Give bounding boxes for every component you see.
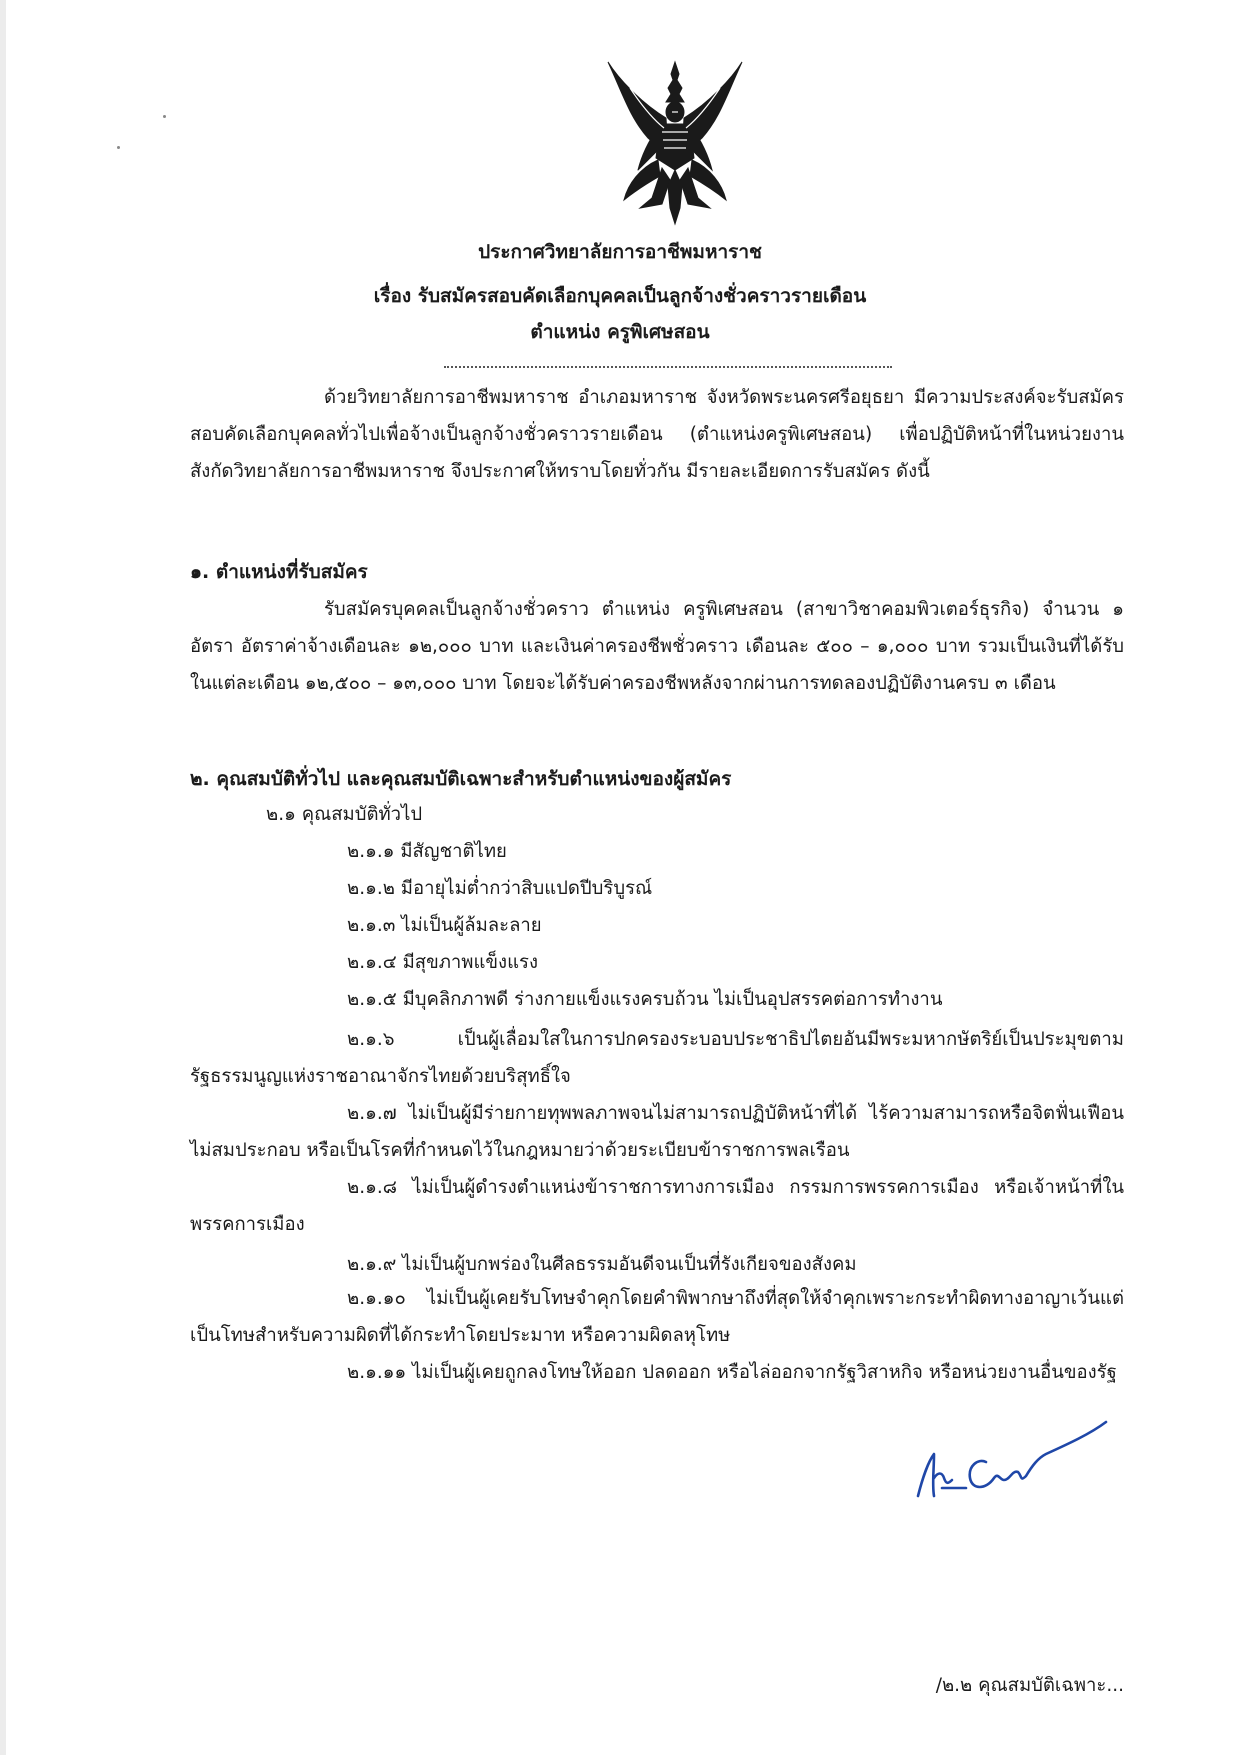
continued-page-marker: /๒.๒ คุณสมบัติเฉพาะ... — [935, 1675, 1124, 1696]
qualification-item: ๒.๑.๘ ไม่เป็นผู้ดำรงตำแหน่งข้าราชการทางการเมือง กรรมการพรรคการเมือง หรือเจ้าหน้าที่ในพรรคการเมือง — [190, 1177, 1124, 1235]
qualification-item: ๒.๑.๗ ไม่เป็นผู้มีร่ายกายทุพพลภาพจนไม่สามารถปฏิบัติหน้าที่ได้ ไร้ความสามารถหรือจิตฟั่นเฟือนไม่สมประกอบ หรือเป็นโรคที่กำหนดไว้ในกฎหมายว่าด้วยระเบียบข้าราชการพลเรือน — [190, 1103, 1124, 1161]
qualification-item: ๒.๑.๓ ไม่เป็นผู้ล้มละลาย — [347, 915, 542, 936]
heading-divider — [444, 366, 892, 368]
scan-speck — [163, 115, 166, 118]
signature-icon — [908, 1418, 1114, 1512]
qualification-item: ๒.๑.๕ มีบุคลิกภาพดี ร่างกายแข็งแรงครบถ้วน ไม่เป็นอุปสรรคต่อการทำงาน — [347, 989, 943, 1010]
garuda-emblem-icon — [600, 58, 750, 228]
announcement-position: ตำแหน่ง ครูพิเศษสอน — [530, 321, 710, 343]
announcement-subject: เรื่อง รับสมัครสอบคัดเลือกบุคคลเป็นลูกจ้างชั่วคราวรายเดือน — [373, 285, 867, 307]
intro-paragraph: ด้วยวิทยาลัยการอาชีพมหาราช อำเภอมหาราช จังหวัดพระนครศรีอยุธยา มีความประสงค์จะรับสมัครสอบคัดเลือกบุคคลทั่วไปเพื่อจ้างเป็นลูกจ้างชั่วคราวรายเดือน (ตำแหน่งครูพิเศษสอน) เพื่อปฏิบัติหน้าที่ในหน่วยงานสังกัดวิทยาลัยการอาชีพมหาราช จึงประกาศให้ทราบโดยทั่วกัน มีรายละเอียดการรับสมัคร ดังนี้ — [190, 387, 1124, 482]
section-2-1-title: ๒.๑ คุณสมบัติทั่วไป — [266, 804, 423, 825]
qualification-item: ๒.๑.๑ มีสัญชาติไทย — [347, 841, 507, 862]
qualification-item: ๒.๑.๒ มีอายุไม่ต่ำกว่าสิบแปดปีบริบูรณ์ — [347, 878, 653, 899]
scan-speck — [117, 146, 120, 149]
qualification-item: ๒.๑.๙ ไม่เป็นผู้บกพร่องในศีลธรรมอันดีจนเป็นที่รังเกียจของสังคม — [347, 1254, 857, 1275]
qualification-item: ๒.๑.๑๐ ไม่เป็นผู้เคยรับโทษจำคุกโดยคำพิพากษาถึงที่สุดให้จำคุกเพราะกระทำผิดทางอาญาเว้นแต่เป็นโทษสำหรับความผิดที่ได้กระทำโดยประมาท หรือความผิดลหุโทษ — [190, 1288, 1124, 1346]
section-1-title: ๑. ตำแหน่งที่รับสมัคร — [190, 561, 368, 583]
qualification-item: ๒.๑.๖ เป็นผู้เลื่อมใสในการปกครองระบอบประชาธิปไตยอันมีพระมหากษัตริย์เป็นประมุขตามรัฐธรรมนูญแห่งราชอาณาจักรไทยด้วยบริสุทธิ์ใจ — [190, 1029, 1124, 1087]
qualification-item: ๒.๑.๑๑ ไม่เป็นผู้เคยถูกลงโทษให้ออก ปลดออก หรือไล่ออกจากรัฐวิสาหกิจ หรือหน่วยงานอื่นของรัฐ — [347, 1362, 1117, 1383]
section-1-body: รับสมัครบุคคลเป็นลูกจ้างชั่วคราว ตำแหน่ง ครูพิเศษสอน (สาขาวิชาคอมพิวเตอร์ธุรกิจ) จำนวน ๑ อัตรา อัตราค่าจ้างเดือนละ ๑๒,๐๐๐ บาท และเงินค่าครองชีพชั่วคราว เดือนละ ๕๐๐ – ๑,๐๐๐ บาท รวมเป็นเงินที่ได้รับในแต่ละเดือน ๑๒,๕๐๐ – ๑๓,๐๐๐ บาท โดยจะได้รับค่าครองชีพหลังจากผ่านการทดลองปฏิบัติงานครบ ๓ เดือน — [190, 599, 1124, 694]
announcement-title: ประกาศวิทยาลัยการอาชีพมหาราช — [478, 241, 762, 263]
qualification-item: ๒.๑.๔ มีสุขภาพแข็งแรง — [347, 952, 538, 973]
section-2-title: ๒. คุณสมบัติทั่วไป และคุณสมบัติเฉพาะสำหรับตำแหน่งของผู้สมัคร — [190, 768, 732, 790]
